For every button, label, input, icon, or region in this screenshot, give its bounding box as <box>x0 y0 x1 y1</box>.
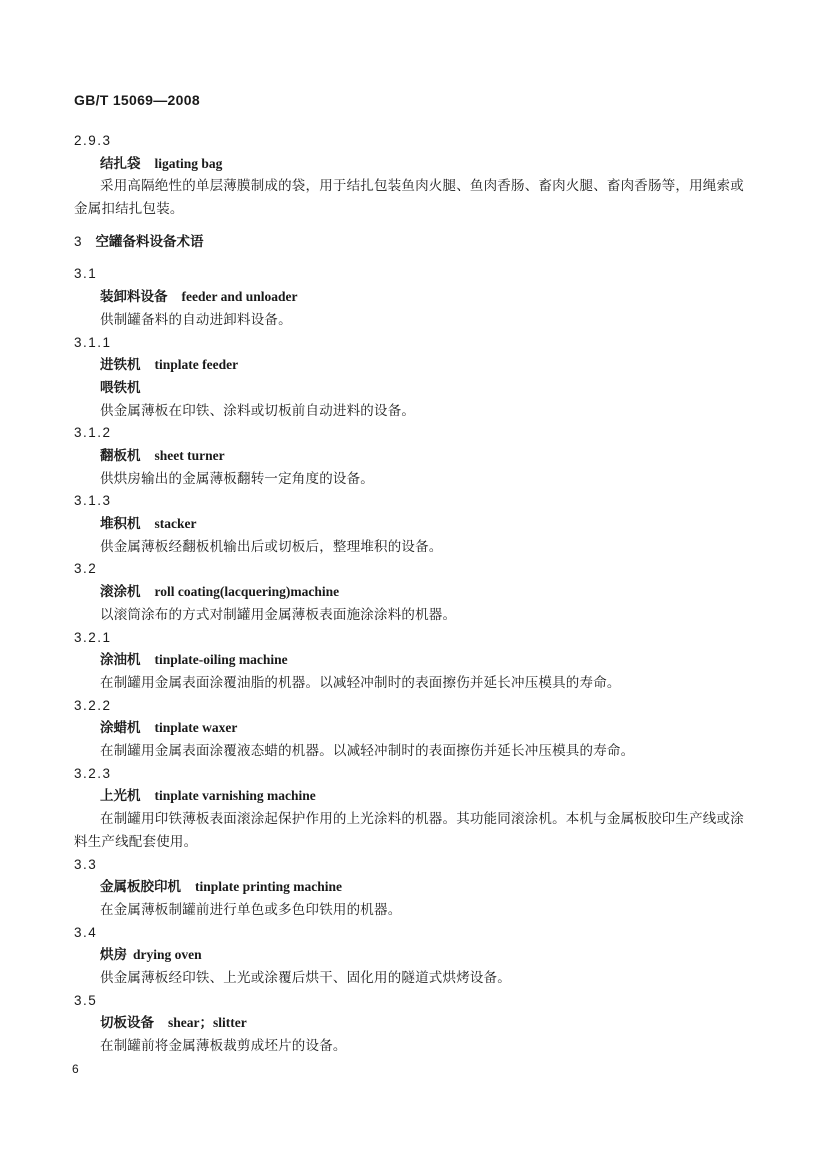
entry-definition: 供烘房输出的金属薄板翻转一定角度的设备。 <box>100 470 374 487</box>
entry-number: 3.1.1 <box>74 334 112 350</box>
entry-number: 2.9.3 <box>74 133 112 148</box>
term-chinese: 结扎袋 <box>100 155 141 172</box>
term-english: ligating bag <box>154 155 223 171</box>
entry-number: 3.1.3 <box>74 493 112 509</box>
entry-number: 3.2.3 <box>74 765 112 781</box>
entry-term <box>100 1012 754 1035</box>
section-title: 空罐备料设备术语 <box>95 233 204 250</box>
term-english: tinplate varnishing machine <box>154 788 316 804</box>
term-chinese: 涂蜡机 <box>100 720 141 737</box>
entry-term <box>100 944 754 967</box>
term-english: drying oven <box>133 947 202 963</box>
entry-term <box>100 153 754 176</box>
entry-number: 3.5 <box>74 992 98 1008</box>
term-english: sheet turner <box>154 448 225 464</box>
entry-number: 3.2.1 <box>74 629 112 645</box>
term-english: stacker <box>154 516 197 532</box>
term-chinese: 上光机 <box>100 788 141 805</box>
term-chinese: 滚涂机 <box>100 584 141 601</box>
term-english: tinplate-oiling machine <box>154 652 288 668</box>
entry-term <box>100 581 754 604</box>
term-english: roll coating(lacquering)machine <box>154 584 340 600</box>
section-number: 3 <box>74 233 82 249</box>
entry-definition: 以滚筒涂布的方式对制罐用金属薄板表面施涂涂料的机器。 <box>100 606 457 623</box>
section-heading <box>74 231 754 254</box>
entry-definition: 供金属薄板在印铁、涂料或切板前自动进料的设备。 <box>100 402 416 419</box>
entry-term <box>100 649 754 672</box>
entry-definition: 采用高隔绝性的单层薄膜制成的袋，用于结扎包装鱼肉火腿、鱼肉香肠、畜肉火腿、畜肉香肠等，用绳索或金属扣结扎包装。 <box>74 178 744 218</box>
term-chinese: 翻板机 <box>100 448 141 465</box>
term-english: tinplate waxer <box>154 720 238 736</box>
entry-definition: 在制罐前将金属薄板裁剪成坯片的设备。 <box>100 1038 347 1055</box>
term-english: feeder and unloader <box>181 289 298 305</box>
entry-definition: 在制罐用金属表面涂覆油脂的机器。以减轻冲制时的表面擦伤并延长冲压模具的寿命。 <box>100 674 621 691</box>
entry-number: 3.2.2 <box>74 697 112 713</box>
entry-number: 3.4 <box>74 924 98 940</box>
entry-definition: 供金属薄板经翻板机输出后或切板后，整理堆积的设备。 <box>100 538 443 555</box>
entry-term <box>100 445 754 468</box>
entry-synonym: 喂铁机 <box>100 379 141 396</box>
term-english: tinplate feeder <box>154 357 239 373</box>
term-chinese: 烘房 <box>100 947 127 964</box>
term-chinese: 金属板胶印机 <box>100 879 181 896</box>
entry-number: 3.3 <box>74 856 98 872</box>
entry-definition: 在金属薄板制罐前进行单色或多色印铁用的机器。 <box>100 901 402 918</box>
entry-number: 3.1 <box>74 266 98 282</box>
entry-number: 3.1.2 <box>74 425 112 441</box>
entry-definition: 供制罐备料的自动进卸料设备。 <box>100 311 292 328</box>
entry-number: 3.2 <box>74 561 98 577</box>
entry-definition: 在制罐用印铁薄板表面滚涂起保护作用的上光涂料的机器。其功能同滚涂机。本机与金属板胶印生产线或涂料生产线配套使用。 <box>74 811 744 850</box>
entry-definition: 供金属薄板经印铁、上光或涂覆后烘干、固化用的隧道式烘烤设备。 <box>100 969 511 986</box>
entry-term <box>100 785 754 808</box>
term-english: shear；slitter <box>168 1015 247 1031</box>
entry-term <box>100 876 754 899</box>
term-chinese: 堆积机 <box>100 516 141 533</box>
page-number: 6 <box>72 1062 79 1076</box>
document-code: GB/T 15069—2008 <box>74 92 200 108</box>
entry-definition: 在制罐用金属表面涂覆液态蜡的机器。以减轻冲制时的表面擦伤并延长冲压模具的寿命。 <box>100 743 635 760</box>
document-body <box>74 130 754 1058</box>
term-chinese: 进铁机 <box>100 357 141 374</box>
term-english: tinplate printing machine <box>195 879 343 895</box>
term-chinese: 切板设备 <box>100 1015 154 1032</box>
term-chinese: 涂油机 <box>100 652 141 669</box>
entry-term <box>100 354 754 377</box>
entry-term <box>100 286 754 309</box>
entry-term <box>100 717 754 740</box>
term-chinese: 装卸料设备 <box>100 289 168 306</box>
entry-term <box>100 513 754 536</box>
